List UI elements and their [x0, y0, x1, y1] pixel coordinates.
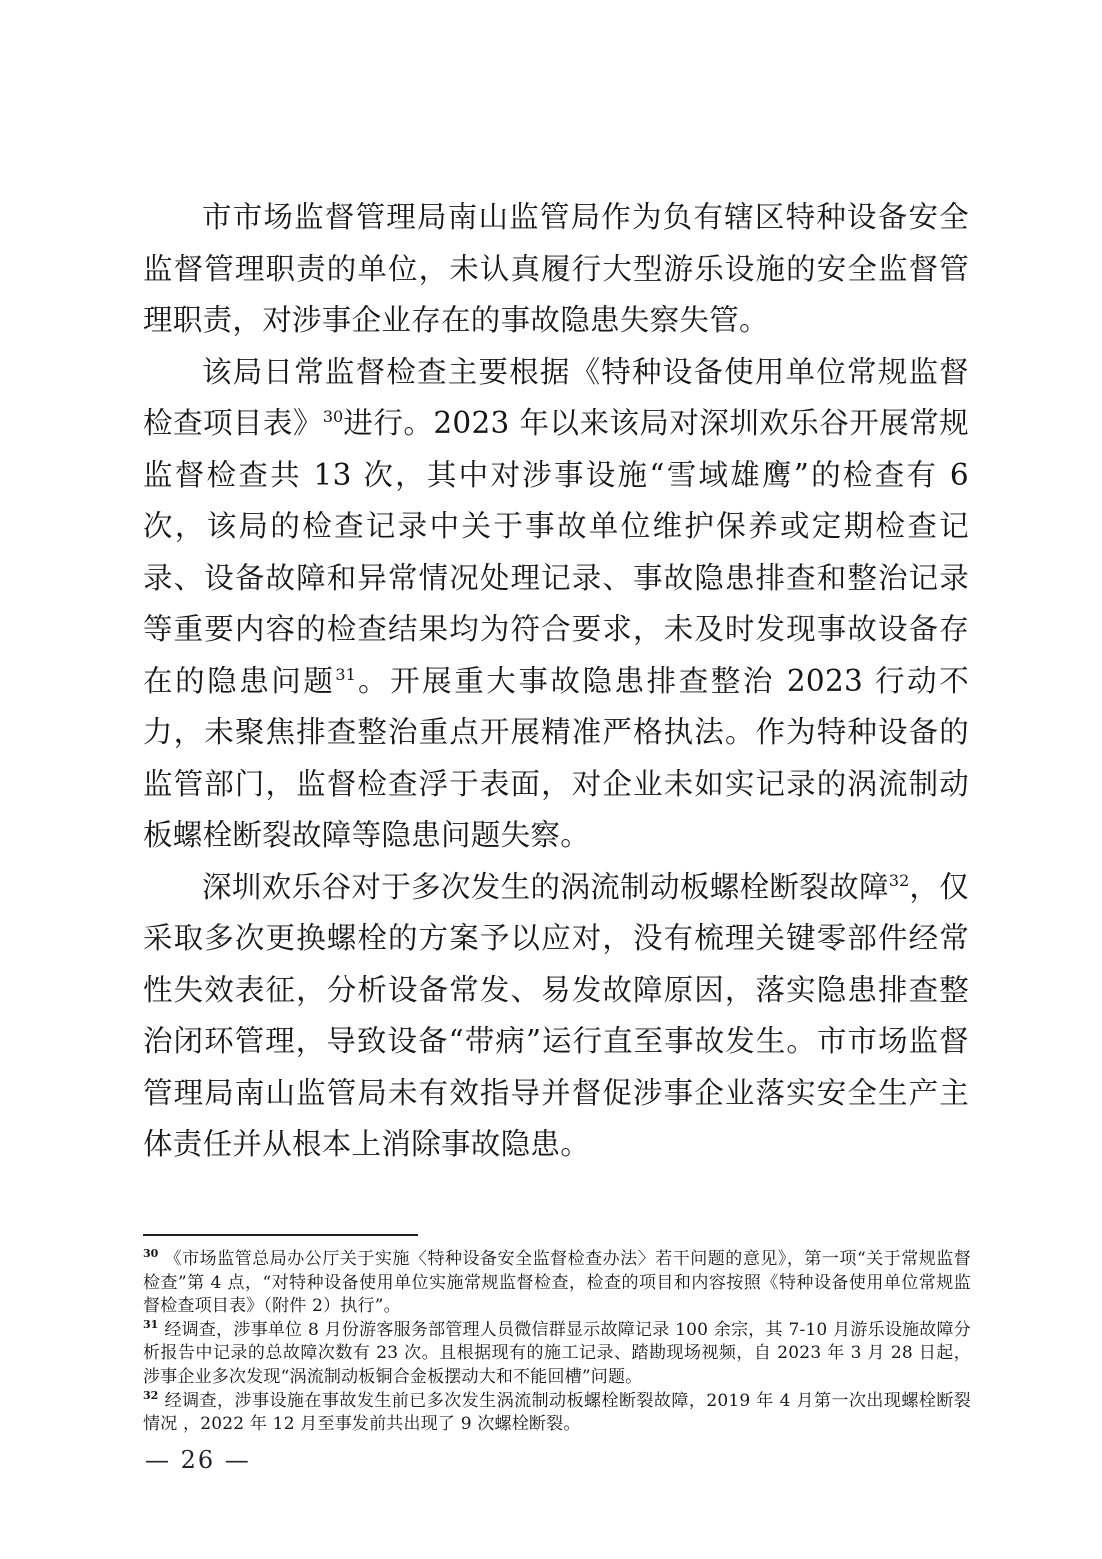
- footnote-marker: 32: [143, 1388, 159, 1402]
- footnote-item: $^{30}$ 《市场监管总局办公厅关于实施〈特种设备安全监督检查办法〉若干问题的意见》，第一项“关于常规监督检查”第 4 点，“对特种设备使用单位实施常规监督检查，检查的项目和内容按照《特种设备使用单位常规监督检查项目表》（附件 2）执行”。: [143, 1247, 971, 1317]
- footnote-item: $^{31}$ 经调查，涉事单位 8 月份游客服务部管理人员微信群显示故障记录 100 余宗，其 7-10 月游乐设施故障分析报告中记录的总故障次数有 23 次。且根据现有的施工记录、踏勘现场视频，自 2023 年 3 月 28 日起，涉事企业多次发现“涡流制动板铜合金板摆动大和不能回槽”问题。: [143, 1318, 971, 1387]
- footnote-item: $^{32}$ 经调查，涉事设施在事故发生前已多次发生涡流制动板螺栓断裂故障，2019 年 4 月第一次出现螺栓断裂情况 ，2022 年 12 月至事发前共出现了 9 次螺栓断裂。: [143, 1388, 971, 1435]
- footnote-marker: 30: [143, 1247, 159, 1261]
- body-paragraph: 深圳欢乐谷对于多次发生的涡流制动板螺栓断裂故障$^{32}$，仅采取多次更换螺栓的方案予以应对，没有梳理关键零部件经常性失效表征，分析设备常发、易发故障原因，落实隐患排查整治闭环管理，导致设备“带病”运行直至事故发生。市市场监督管理局南山监管局未有效指导并督促涉事企业落实安全生产主体责任并从根本上消除事故隐患。: [143, 869, 969, 1161]
- footnote-ref: 32: [888, 870, 910, 890]
- report-body: [143, 192, 969, 1171]
- footnote-ref: 30: [322, 407, 344, 427]
- footnote-marker: 31: [143, 1318, 159, 1332]
- page-footer: [145, 1445, 251, 1475]
- page-number: — 26 —: [145, 1446, 251, 1474]
- footnote-ref: 31: [335, 664, 356, 684]
- footnote-divider: [143, 1234, 418, 1236]
- body-paragraph: 市市场监督管理局南山监管局作为负有辖区特种设备安全监督管理职责的单位，未认真履行大型游乐设施的安全监督管理职责，对涉事企业存在的事故隐患失察失管。: [143, 200, 969, 337]
- body-paragraph: 该局日常监督检查主要根据《特种设备使用单位常规监督检查项目表》$^{30}$进行。2023 年以来该局对深圳欢乐谷开展常规监督检查共 13 次，其中对涉事设施“雪域雄鹰”的检查有 6 次，该局的检查记录中关于事故单位维护保养或定期检查记录、设备故障和异常情况处理记录、事故隐患排查和整治记录等重要内容的检查结果均为符合要求，未及时发现事故设备存在的隐患问题$^{31}$。开展重大事故隐患排查整治 2023 行动不力，未聚焦排查整治重点开展精准严格执法。作为特种设备的监管部门，监督检查浮于表面，对企业未如实记录的涡流制动板螺栓断裂故障等隐患问题失察。: [143, 354, 969, 852]
- footnotes: [143, 1248, 971, 1437]
